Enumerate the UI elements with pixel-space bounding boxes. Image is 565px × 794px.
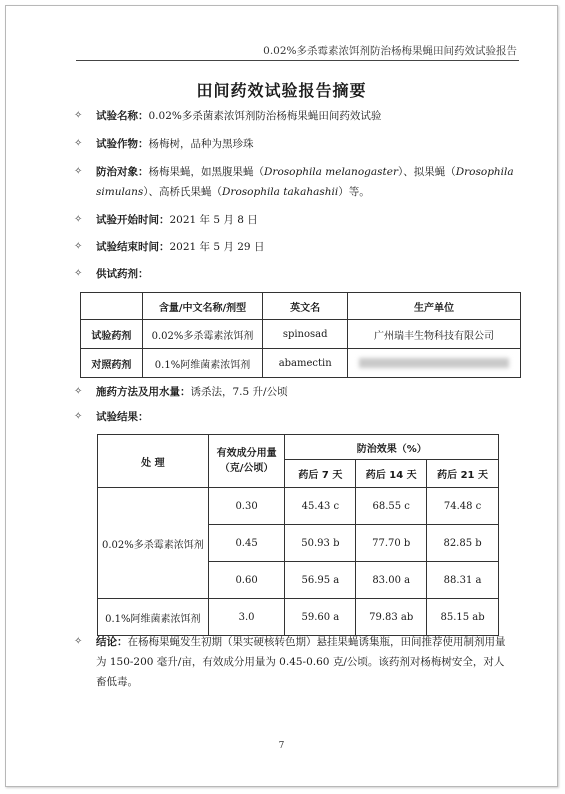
agents-table — [80, 292, 521, 378]
table-header-cell: 药后 14 天 — [356, 460, 427, 488]
header-rule — [76, 60, 519, 61]
table-cell: 82.85 b — [427, 525, 499, 562]
table-header-row — [81, 293, 521, 320]
table-header-row — [98, 435, 499, 460]
diamond-bullet-icon: ✧ — [74, 138, 83, 149]
table-cell: 0.60 — [208, 562, 285, 599]
page-title: 田间药效试验报告摘要 — [196, 81, 367, 100]
table-header-cell: 处 理 — [98, 435, 209, 488]
diamond-bullet-icon: ✧ — [74, 241, 83, 252]
table-cell: 0.45 — [208, 525, 285, 562]
table-header-cell — [81, 293, 143, 320]
table-cell: 3.0 — [208, 599, 285, 636]
diamond-bullet-icon: ✧ — [74, 411, 83, 422]
table-cell: 对照药剂 — [81, 349, 143, 378]
running-header: 0.02%多杀霉素浓饵剂防治杨梅果蝇田间药效试验报告 — [263, 45, 517, 57]
table-header-cell: 有效成分用量（克/公顷） — [208, 435, 285, 488]
table-row — [81, 320, 521, 349]
table-cell: 59.60 a — [285, 599, 356, 636]
results-table — [97, 434, 499, 636]
item-method: ✧ 施药方法及用水量：诱杀法，7.5 升/公顷 — [74, 382, 514, 402]
table-cell: abamectin — [263, 349, 348, 378]
table-cell: 0.02%多杀霉素浓饵剂 — [142, 320, 263, 349]
item-end-date: ✧ 试验结束时间：2021 年 5 月 29 日 — [74, 237, 514, 257]
table-cell: 79.83 ab — [356, 599, 427, 636]
table-header-cell: 药后 7 天 — [285, 460, 356, 488]
table-cell: 0.1%阿维菌素浓饵剂 — [98, 599, 209, 636]
table-cell: 85.15 ab — [427, 599, 499, 636]
table-row — [98, 488, 499, 525]
diamond-bullet-icon: ✧ — [74, 386, 83, 397]
table-cell: 83.00 a — [356, 562, 427, 599]
diamond-bullet-icon: ✧ — [74, 166, 83, 177]
item-target: ✧ 防治对象：杨梅果蝇，如黑腹果蝇（Drosophila melanogaster）、拟果蝇（Drosophila simulans）、高桥氏果蝇（Drosophila takahashii）等。 — [74, 162, 514, 202]
table-cell: 77.70 b — [356, 525, 427, 562]
table-cell: 56.95 a — [285, 562, 356, 599]
table-cell: 68.55 c — [356, 488, 427, 525]
item-start-date: ✧ 试验开始时间：2021 年 5 月 8 日 — [74, 210, 514, 230]
table-cell: spinosad — [263, 320, 348, 349]
item-results: ✧ 试验结果： — [74, 407, 514, 427]
item-test-name: ✧ 试验名称：0.02%多杀菌素浓饵剂防治杨梅果蝇田间药效试验 — [74, 106, 514, 126]
table-header-cell: 防治效果（%） — [285, 435, 499, 460]
table-header-cell: 英文名 — [263, 293, 348, 320]
item-crop: ✧ 试验作物：杨梅树，品种为黑珍珠 — [74, 134, 514, 154]
table-row — [98, 599, 499, 636]
table-cell: 74.48 c — [427, 488, 499, 525]
table-header-cell: 含量/中文名称/剂型 — [142, 293, 263, 320]
table-cell: 0.30 — [208, 488, 285, 525]
table-row — [81, 349, 521, 378]
diamond-bullet-icon: ✧ — [74, 636, 83, 647]
redacted-text — [359, 358, 509, 368]
diamond-bullet-icon: ✧ — [74, 268, 83, 279]
table-cell: 广州瑞丰生物科技有限公司 — [348, 320, 521, 349]
diamond-bullet-icon: ✧ — [74, 214, 83, 225]
table-cell: 0.02%多杀霉素浓饵剂 — [98, 488, 209, 599]
table-header-cell: 生产单位 — [348, 293, 521, 320]
table-cell: 0.1%阿维菌素浓饵剂 — [142, 349, 263, 378]
document-page — [5, 5, 558, 787]
item-conclusion: ✧ 结论：在杨梅果蝇发生初期（果实硬核转色期）悬挂果蝇诱集瓶，田间推荐使用制剂用量为 150-200 毫升/亩，有效成分用量为 0.45-0.60 克/公顷。该药剂对杨梅树安全，对人畜低毒。 — [74, 632, 514, 692]
table-cell: 试验药剂 — [81, 320, 143, 349]
table-cell: 88.31 a — [427, 562, 499, 599]
page-number: 7 — [278, 741, 285, 751]
table-header-cell: 药后 21 天 — [427, 460, 499, 488]
table-cell: 45.43 c — [285, 488, 356, 525]
table-cell: 50.93 b — [285, 525, 356, 562]
diamond-bullet-icon: ✧ — [74, 110, 83, 121]
item-agents: ✧ 供试药剂： — [74, 264, 514, 284]
table-cell-redacted — [348, 349, 521, 378]
